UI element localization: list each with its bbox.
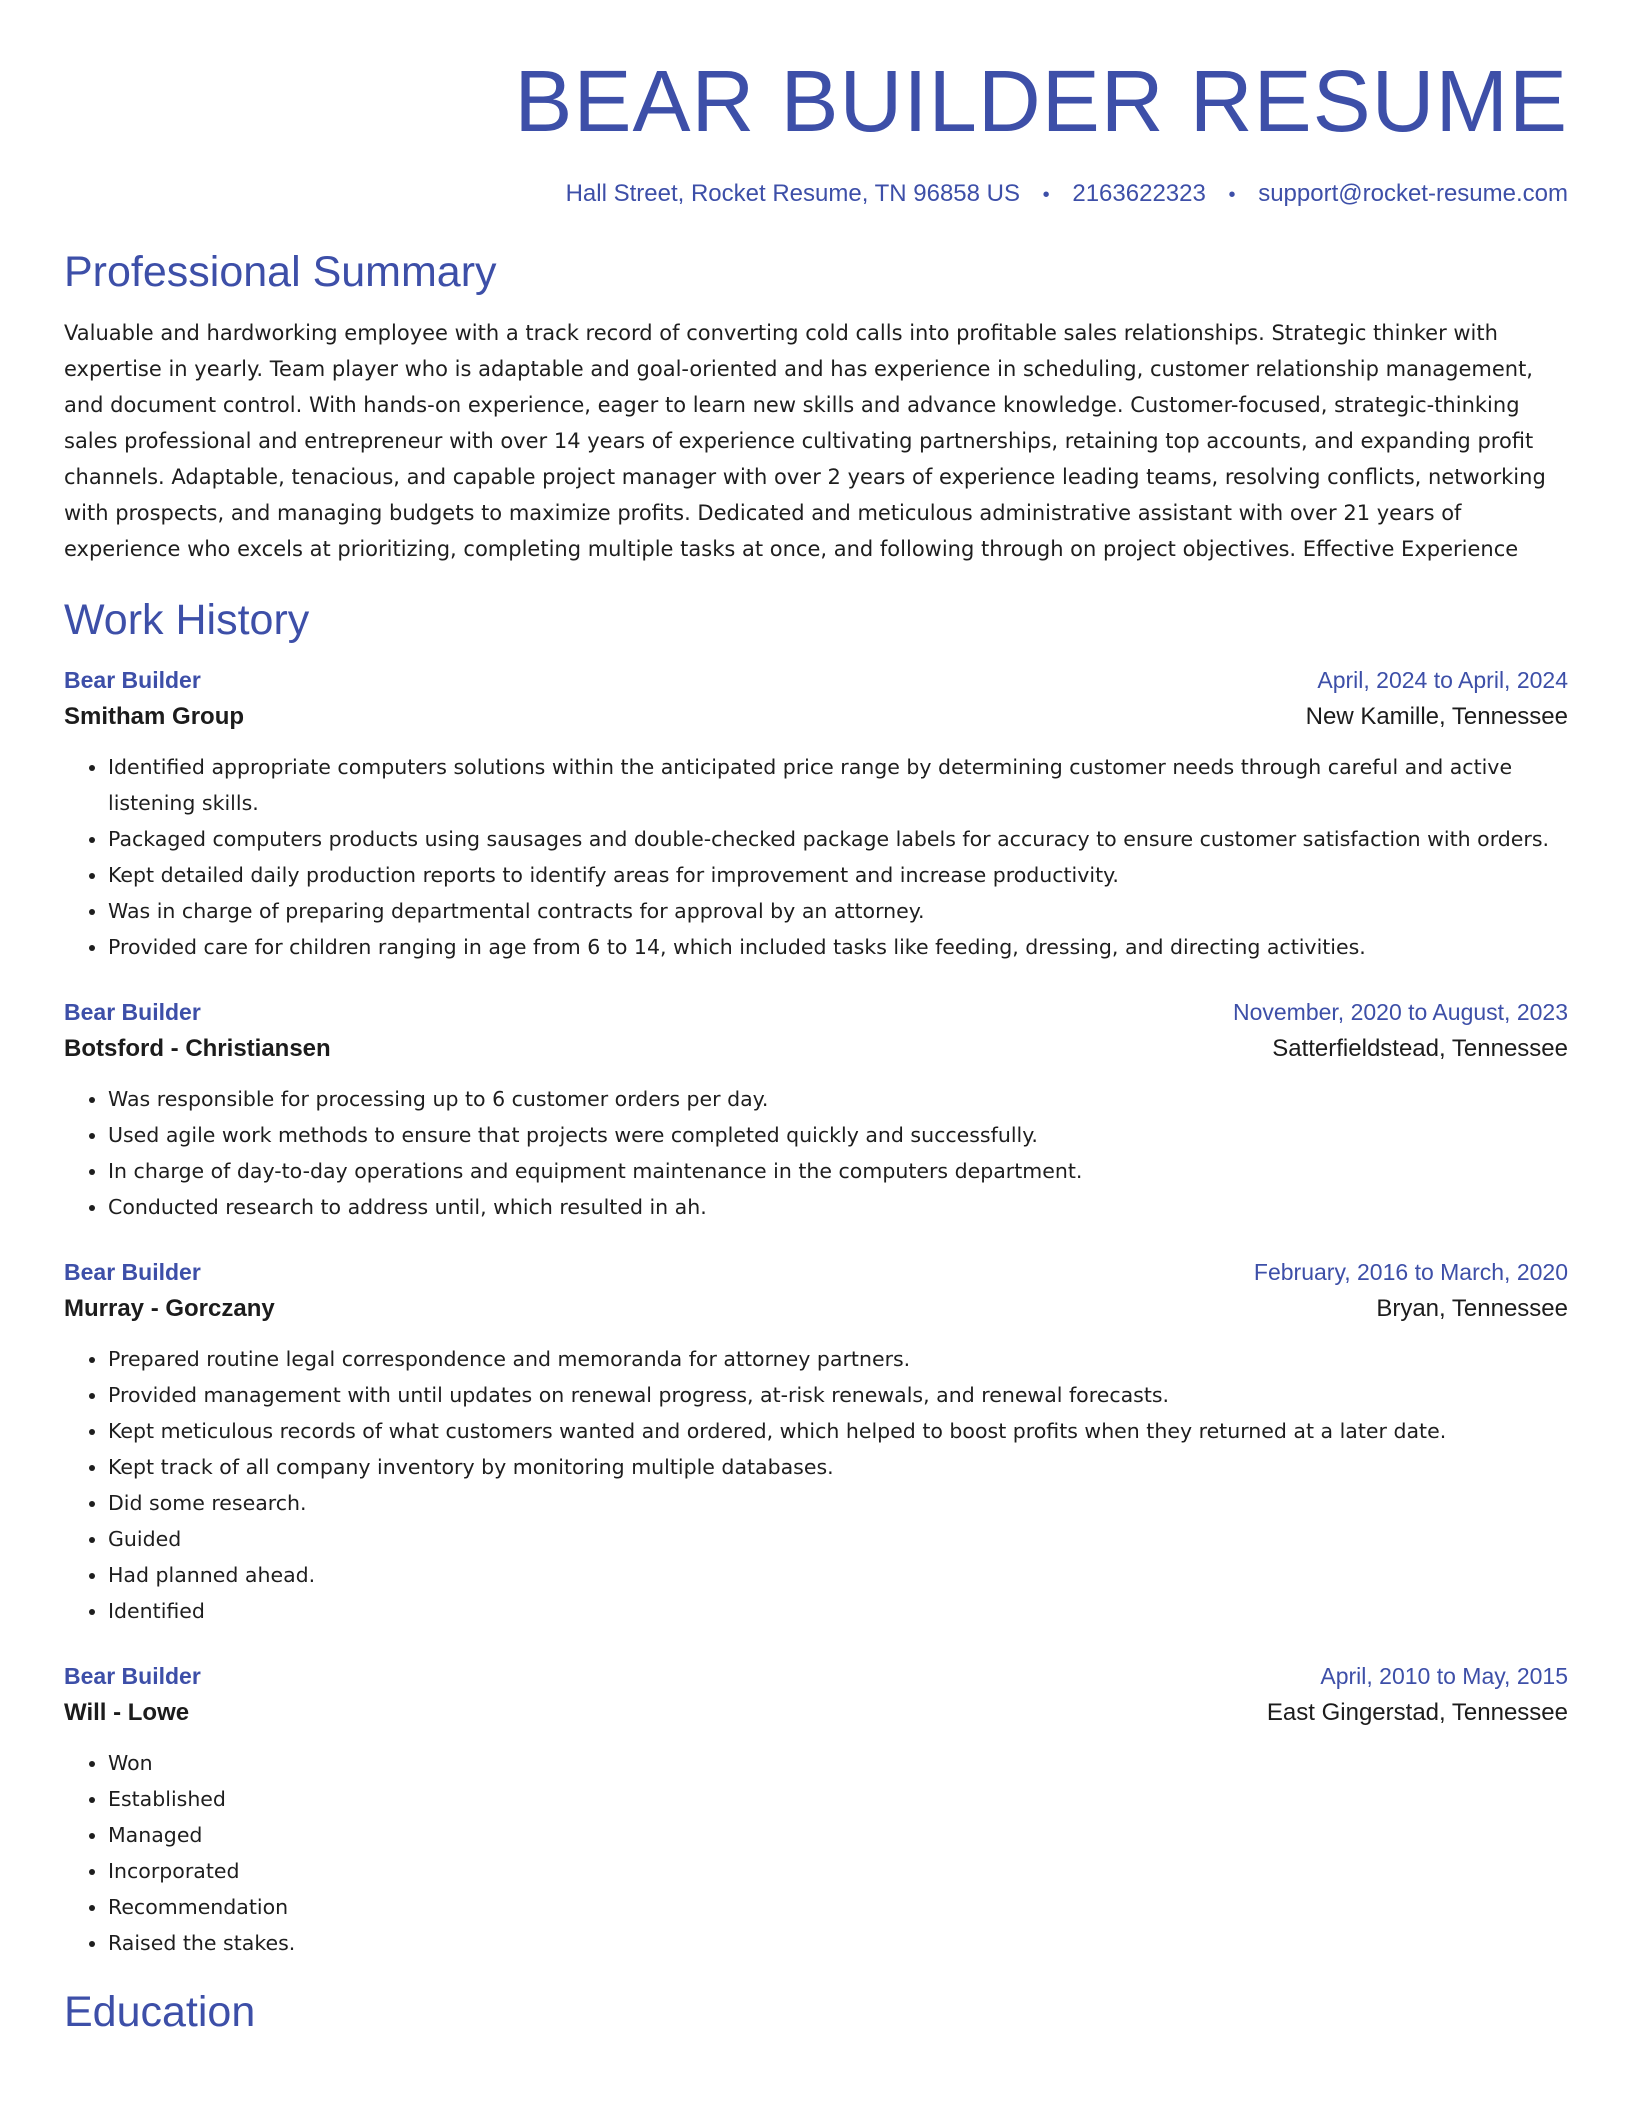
job-title-row <box>64 995 1568 1029</box>
job-bullet: • Provided management with until updates on renewal progress, at-risk renewals, and renewal forecasts. <box>108 1377 1568 1413</box>
contact-line <box>64 179 1568 210</box>
job-dates: April, 2024 to April, 2024 <box>1317 667 1568 693</box>
job-bullet: • Kept detailed daily production reports to identify areas for improvement and increase productivity. <box>108 857 1568 893</box>
job-bullet: • Identified <box>108 1593 1568 1629</box>
job-dates: February, 2016 to March, 2020 <box>1253 1259 1568 1285</box>
job-bullet: • Used agile work methods to ensure that projects were completed quickly and successfully. <box>108 1117 1568 1153</box>
contact-separator: • <box>1228 184 1236 206</box>
job-bullet-list <box>64 1341 1568 1629</box>
job-bullet: • Kept track of all company inventory by monitoring multiple databases. <box>108 1449 1568 1485</box>
job-bullet: • Did some research. <box>108 1485 1568 1521</box>
contact-email: support@rocket-resume.com <box>1258 180 1568 207</box>
job-bullet: • Identified appropriate computers solutions within the anticipated price range by determining customer needs through careful and active listening skills. <box>108 749 1568 821</box>
job-dates: November, 2020 to August, 2023 <box>1232 999 1568 1025</box>
job-bullet: • Conducted research to address until, which resulted in ah. <box>108 1189 1568 1225</box>
job-bullet: • Kept meticulous records of what customers wanted and ordered, which helped to boost profits when they returned at a later date. <box>108 1413 1568 1449</box>
job-company: Will - Lowe <box>64 1699 190 1726</box>
job-entry <box>64 663 1568 965</box>
summary-text: Valuable and hardworking employee with a track record of converting cold calls into profitable sales relationships. Strategic thinker with expertise in yearly. Team player who is adaptable and goal-oriented and has experience in scheduling, customer relationship management, and document control. With hands-on experience, eager to learn new skills and advance knowledge. Customer-focused, strategic-thinking sales professional and entrepreneur with over 14 years of experience cultivating partnerships, retaining top accounts, and expanding profit channels. Adaptable, tenacious, and capable project manager with over 2 years of experience leading teams, resolving conflicts, networking with prospects, and managing budgets to maximize profits. Dedicated and meticulous administrative assistant with over 21 years of experience who excels at prioritizing, completing multiple tasks at once, and following through on project objectives. Effective Experience <box>64 321 1546 561</box>
job-bullet: • Was in charge of preparing departmental contracts for approval by an attorney. <box>108 893 1568 929</box>
job-bullet-list <box>64 1081 1568 1225</box>
job-entry <box>64 1659 1568 1961</box>
job-company: Murray - Gorczany <box>64 1295 275 1322</box>
job-title: Bear Builder <box>64 999 201 1025</box>
job-bullet: • Had planned ahead. <box>108 1557 1568 1593</box>
resume-name: BEAR BUILDER RESUME <box>514 53 1568 150</box>
job-bullet: • Established <box>108 1781 1568 1817</box>
job-bullet: • Incorporated <box>108 1853 1568 1889</box>
job-title-row <box>64 1659 1568 1693</box>
work-history-heading: Work History <box>64 596 310 644</box>
job-title: Bear Builder <box>64 1663 201 1689</box>
job-company-row <box>64 1693 1568 1733</box>
job-company-row <box>64 697 1568 737</box>
job-bullet: • Guided <box>108 1521 1568 1557</box>
job-bullet: • Won <box>108 1745 1568 1781</box>
job-location: Bryan, Tennessee <box>1376 1295 1568 1322</box>
work-history-list <box>64 663 1568 1961</box>
job-title: Bear Builder <box>64 667 201 693</box>
job-bullet: • Managed <box>108 1817 1568 1853</box>
education-heading: Education <box>64 1988 256 2036</box>
job-title: Bear Builder <box>64 1259 201 1285</box>
summary-heading: Professional Summary <box>64 248 497 296</box>
job-bullet-list <box>64 749 1568 965</box>
contact-address: Hall Street, Rocket Resume, TN 96858 US <box>565 180 1020 207</box>
job-bullet: • Prepared routine legal correspondence and memoranda for attorney partners. <box>108 1341 1568 1377</box>
job-company-row <box>64 1289 1568 1329</box>
job-title-row <box>64 1255 1568 1289</box>
job-bullet: • Recommendation <box>108 1889 1568 1925</box>
job-bullet: • Raised the stakes. <box>108 1925 1568 1961</box>
job-location: New Kamille, Tennessee <box>1305 703 1568 730</box>
job-dates: April, 2010 to May, 2015 <box>1320 1663 1568 1689</box>
job-bullet: • Was responsible for processing up to 6 customer orders per day. <box>108 1081 1568 1117</box>
job-entry <box>64 1255 1568 1629</box>
job-company-row <box>64 1029 1568 1069</box>
job-company: Botsford - Christiansen <box>64 1035 331 1062</box>
job-bullet: • Provided care for children ranging in age from 6 to 14, which included tasks like feeding, dressing, and directing activities. <box>108 929 1568 965</box>
job-bullet-list <box>64 1745 1568 1961</box>
job-location: East Gingerstad, Tennessee <box>1266 1699 1568 1726</box>
contact-separator: • <box>1042 184 1050 206</box>
job-title-row <box>64 663 1568 697</box>
job-location: Satterfieldstead, Tennessee <box>1272 1035 1568 1062</box>
job-entry <box>64 995 1568 1225</box>
job-bullet: • Packaged computers products using sausages and double-checked package labels for accuracy to ensure customer satisfaction with orders. <box>108 821 1568 857</box>
job-bullet: • In charge of day-to-day operations and equipment maintenance in the computers department. <box>108 1153 1568 1189</box>
job-company: Smitham Group <box>64 703 245 730</box>
contact-phone: 2163622323 <box>1072 180 1206 207</box>
